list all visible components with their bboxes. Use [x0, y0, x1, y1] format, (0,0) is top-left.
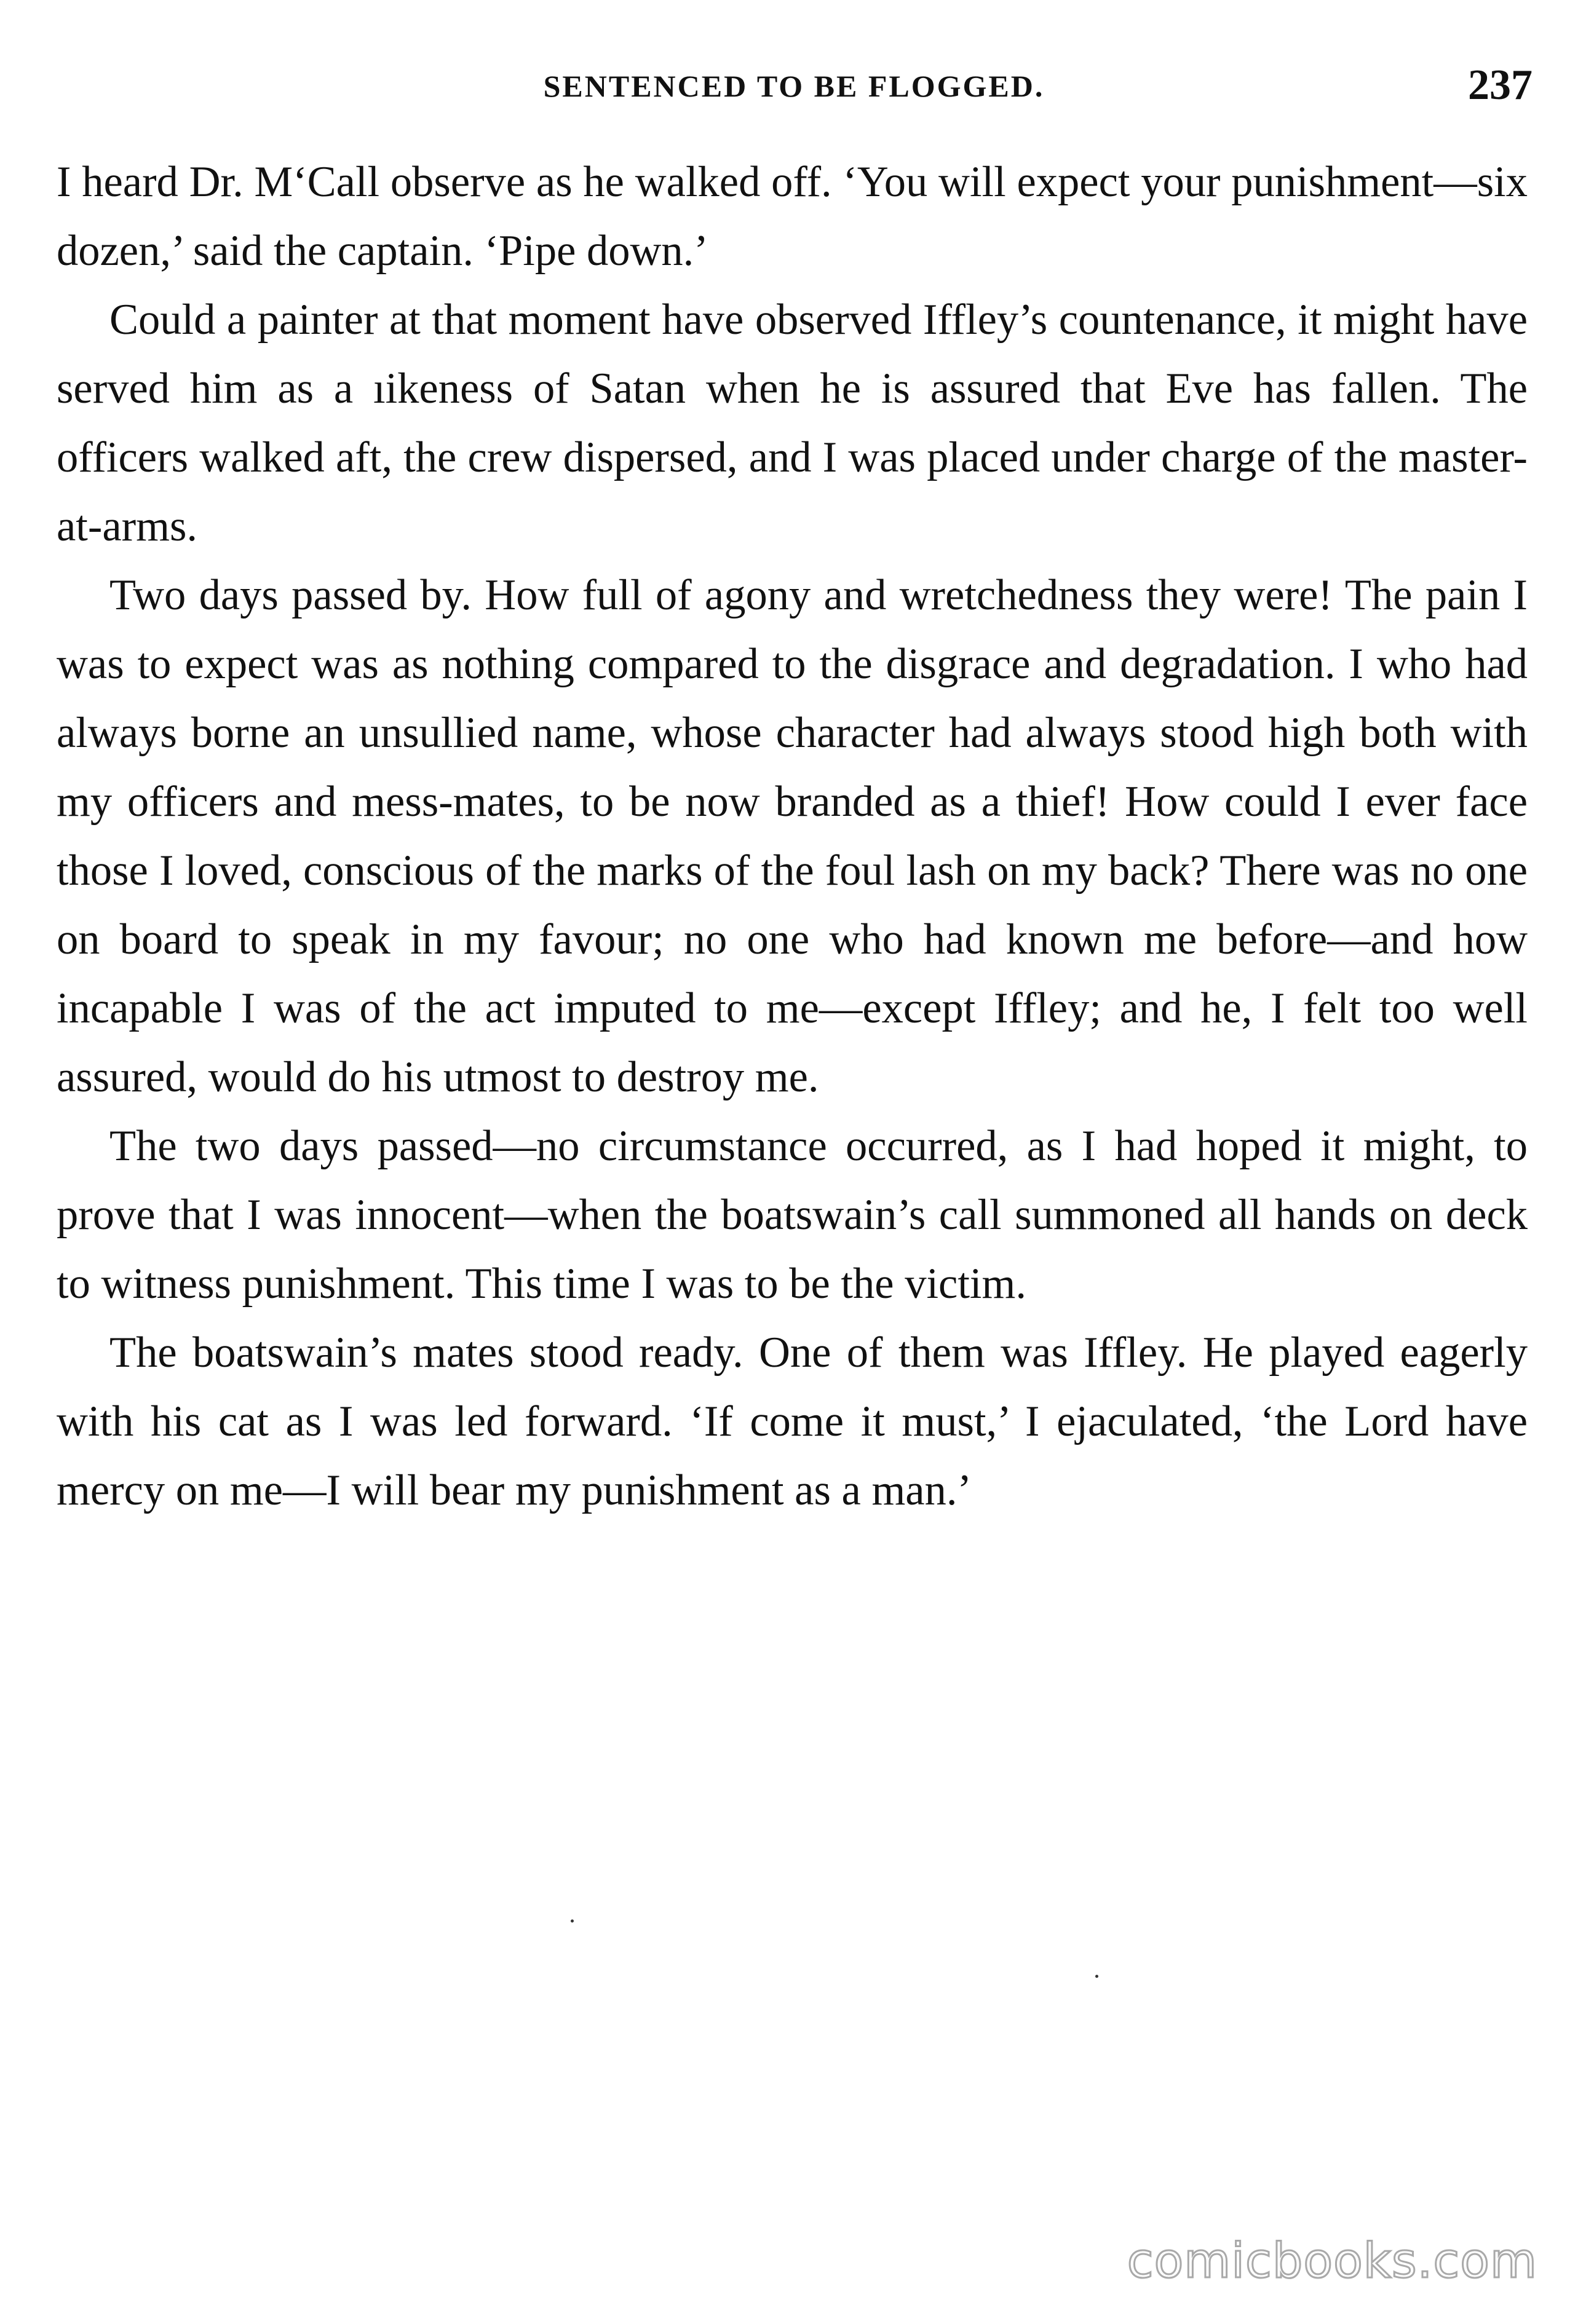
paragraph-continued: I heard Dr. M‘Call observe as he walked off. ‘You will expect your punishment—six dozen,’ said the captain. ‘Pipe down.’ [57, 158, 1528, 275]
print-speck [571, 1919, 574, 1923]
paragraph: Two days passed by. How full of agony and wretchedness they were! The pain I was to expect was as nothing compared to the disgrace and degradation. I who had always borne an unsullied name, whose character had always stood high both with my officers and mess-mates, to be now branded as a thief! How could I ever face those I loved, conscious of the marks of the foul lash on my back? There was no one on board to speak in my favour; no one who had known me before—and how incapable I was of the act imputed to me—except Iffley; and he, I felt too well assured, would do his utmost to destroy me. [57, 571, 1528, 1101]
watermark: comicbooks.com [1127, 2234, 1537, 2289]
paragraph: Could a painter at that moment have observed Iffley’s countenance, it might have served him as a ıikeness of Satan when he is assured that Eve has fallen. The officers walked aft, the crew dispersed, and I was placed under charge of the master-at-arms. [57, 296, 1528, 550]
running-title: SENTENCED TO BE FLOGGED. [543, 69, 1045, 103]
page-number: 237 [1468, 61, 1533, 109]
body-text [57, 148, 1528, 1525]
running-head [55, 58, 1533, 114]
print-speck [1095, 1975, 1098, 1978]
paragraph: The two days passed—no circumstance occurred, as I had hoped it might, to prove that I was innocent—when the boatswain’s call summoned all hands on deck to witness punishment. This time I was to be the victim. [57, 1122, 1528, 1308]
paragraph: The boatswain’s mates stood ready. One of them was Iffley. He played eagerly with his cat as I was led forward. ‘If come it must,’ I ejaculated, ‘the Lord have mercy on me—I will bear my punishment as a man.’ [57, 1329, 1528, 1514]
